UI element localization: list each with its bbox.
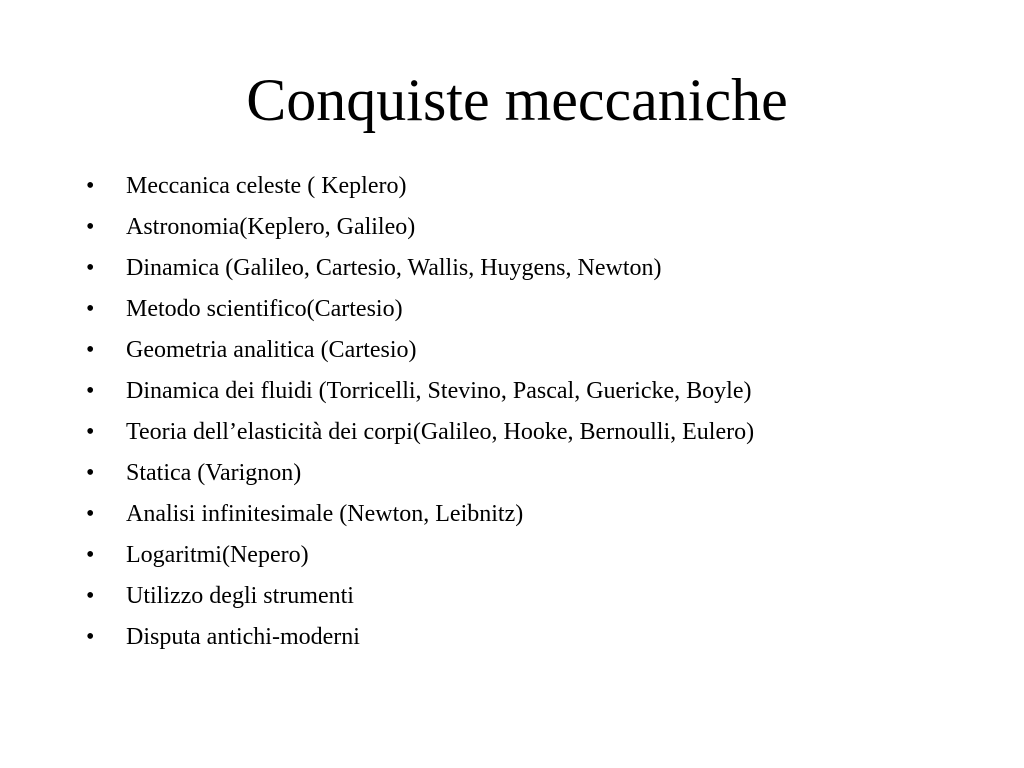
bullet-icon: • xyxy=(86,255,95,281)
list-item-text: Utilizzo degli strumenti xyxy=(126,583,354,609)
list-item-text: Logaritmi(Nepero) xyxy=(126,542,309,568)
list-item-text: Statica (Varignon) xyxy=(126,460,302,486)
list-item-text: Astronomia(Keplero, Galileo) xyxy=(126,214,416,240)
list-item-text: Dinamica (Galileo, Cartesio, Wallis, Huygens, Newton) xyxy=(126,255,662,281)
bullet-icon: • xyxy=(86,460,95,486)
list-item-text: Dinamica dei fluidi (Torricelli, Stevino, Pascal, Guericke, Boyle) xyxy=(126,378,752,404)
bullet-icon: • xyxy=(86,378,95,404)
bullet-icon: • xyxy=(86,542,95,568)
list-item-text: Meccanica celeste ( Keplero) xyxy=(126,173,407,199)
list-item-text: Analisi infinitesimale (Newton, Leibnitz) xyxy=(126,501,524,527)
bullet-icon: • xyxy=(86,296,95,322)
bullet-icon: • xyxy=(86,583,95,609)
bullet-icon: • xyxy=(86,337,95,363)
list-item-text: Metodo scientifico(Cartesio) xyxy=(126,296,403,322)
bullet-icon: • xyxy=(86,214,95,240)
bullet-icon: • xyxy=(86,419,95,445)
bullet-icon: • xyxy=(86,624,95,650)
bullet-icon: • xyxy=(86,501,95,527)
list-item-text: Teoria dell’elasticità dei corpi(Galileo, Hooke, Bernoulli, Eulero) xyxy=(126,419,755,445)
bullet-icon: • xyxy=(86,173,95,199)
list-item-text: Geometria analitica (Cartesio) xyxy=(126,337,417,363)
slide-title: Conquiste meccaniche xyxy=(246,67,788,133)
list-item-text: Disputa antichi-moderni xyxy=(126,624,360,650)
